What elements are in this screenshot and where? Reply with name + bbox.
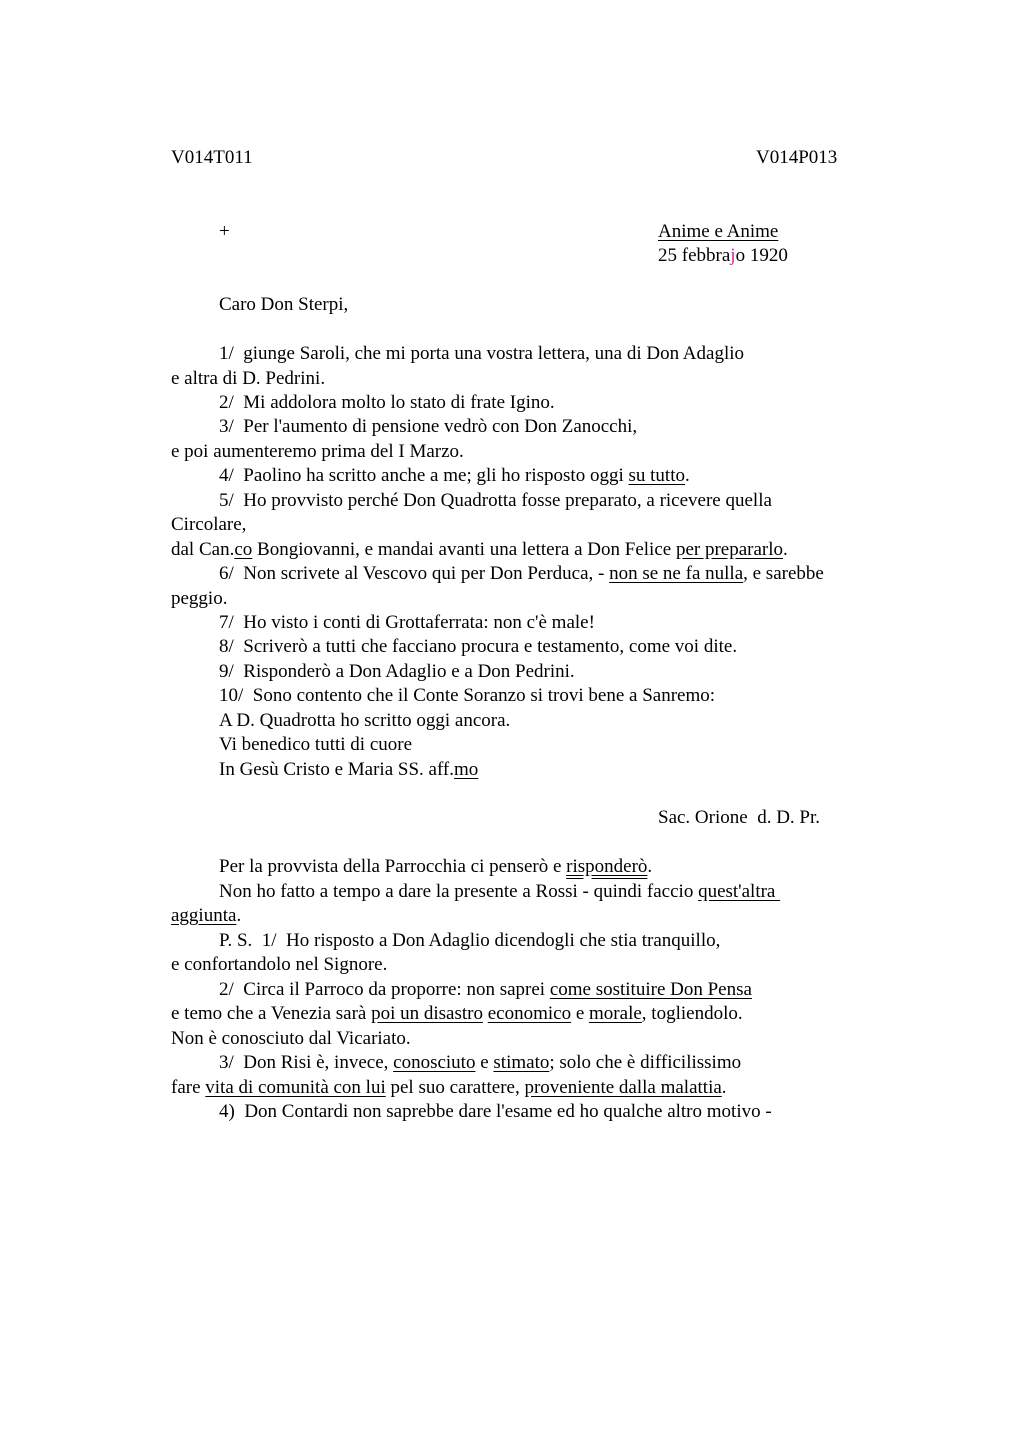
item-5-text-b: Bongiovanni, e mandai avanti una lettera a Don Felice xyxy=(252,539,676,560)
item-3-line-2: e poi aumenteremo prima del I Marzo. xyxy=(171,441,464,462)
ps-aggiunta-end: . xyxy=(236,905,242,926)
item-2: 2/ Mi addolora molto lo stato di frate Igino. xyxy=(219,392,555,413)
ps-2-line-1 xyxy=(219,978,752,1002)
item-5-end: . xyxy=(783,539,788,560)
item-7: 7/ Ho visto i conti di Grottaferrata: non c'è male! xyxy=(219,612,595,633)
closing-text: In Gesù Cristo e Maria SS. aff. xyxy=(219,759,455,780)
ps-2-line-2 xyxy=(171,1002,743,1026)
item-1-line-1: 1/ giunge Saroli, che mi porta una vostra lettera, una di Don Adaglio xyxy=(219,343,745,364)
archive-code-left: V014T011 xyxy=(171,147,253,168)
item-5-line-2: Circolare, xyxy=(171,514,247,535)
line-benedico: Vi benedico tutti di cuore xyxy=(219,734,413,755)
ps-1-line-1: P. S. 1/ Ho risposto a Don Adaglio dicendogli che stia tranquillo, xyxy=(219,930,721,951)
item-4-underlined: su tutto xyxy=(628,465,685,486)
item-5-text-a: dal Can. xyxy=(171,539,235,560)
date-part-1: 25 febbra xyxy=(658,245,731,266)
item-3-line-1: 3/ Per l'aumento di pensione vedrò con Don Zanocchi, xyxy=(219,416,638,437)
date-letter-j: j xyxy=(730,245,736,266)
item-5-line-3 xyxy=(171,538,788,562)
item-6-underlined: non se ne fa nulla xyxy=(609,563,744,584)
ps-3b-text-b: pel suo carattere, xyxy=(385,1077,525,1098)
item-6-text-b: , e sarebbe xyxy=(743,563,824,584)
ps-2b-underlined-morale: morale xyxy=(589,1003,642,1024)
date-part-2: o 1920 xyxy=(735,245,788,266)
ps-3-text-c: ; solo che è difficilissimo xyxy=(549,1052,742,1073)
line-quadrotta: A D. Quadrotta ho scritto oggi ancora. xyxy=(219,710,511,731)
ps-rossi-line-1 xyxy=(219,880,780,904)
ps-2b-text-a: e temo che a Venezia sarà xyxy=(171,1003,372,1024)
ps-3-text-b: e xyxy=(475,1052,494,1073)
item-10: 10/ Sono contento che il Conte Soranzo si trovi bene a Sanremo: xyxy=(219,685,716,706)
ps-3-underlined-conosciuto: conosciuto xyxy=(393,1052,476,1073)
ps-4: 4) Don Contardi non saprebbe dare l'esame ed ho qualche altro motivo - xyxy=(219,1101,772,1122)
item-6-text-a: 6/ Non scrivete al Vescovo qui per Don Perduca, - xyxy=(219,563,610,584)
ps-rossi-text: Non ho fatto a tempo a dare la presente a Rossi - quindi faccio xyxy=(219,881,699,902)
ps-aggiunta-underlined: aggiunta xyxy=(171,905,237,926)
item-4 xyxy=(219,464,690,488)
ps-parrocchia-underlined: risponderò xyxy=(566,856,648,877)
item-4-end: . xyxy=(684,465,690,486)
signature: Sac. Orione d. D. Pr. xyxy=(658,807,821,828)
item-6-line-2: peggio. xyxy=(171,588,228,609)
item-1-line-2: e altra di D. Pedrini. xyxy=(171,368,326,389)
ps-2-underlined: come sostituire Don Pensa xyxy=(549,979,752,1000)
ps-3b-underlined-vita: vita di comunità con lui xyxy=(205,1077,386,1098)
ps-2b-underlined-economico: economico xyxy=(487,1003,572,1024)
ps-2b-text-b: e xyxy=(571,1003,590,1024)
closing-underlined-mo: mo xyxy=(454,759,479,780)
item-5-underlined-prepararlo: per prepararlo xyxy=(675,539,784,560)
ps-3-underlined-stimato: stimato xyxy=(493,1052,550,1073)
ps-2-line-3: Non è conosciuto dal Vicariato. xyxy=(171,1028,411,1049)
ps-3-line-2 xyxy=(171,1076,727,1100)
item-6-line-1 xyxy=(219,562,824,586)
ps-parrocchia-text: Per la provvista della Parrocchia ci penserò e xyxy=(219,856,567,877)
ps-3b-underlined-malattia: proveniente dalla malattia xyxy=(524,1077,722,1098)
ps-parrocchia xyxy=(219,855,652,879)
archive-code-right: V014P013 xyxy=(756,147,838,168)
cross-mark: + xyxy=(219,221,230,242)
ps-3b-text-a: fare xyxy=(171,1077,206,1098)
item-5-line-1: 5/ Ho provvisto perché Don Quadrotta fosse preparato, a ricevere quella xyxy=(219,490,772,511)
ps-parrocchia-end: . xyxy=(647,856,653,877)
ps-3-line-1 xyxy=(219,1051,741,1075)
salutation: Caro Don Sterpi, xyxy=(219,294,349,315)
ps-1-line-2: e confortandolo nel Signore. xyxy=(171,954,388,975)
ps-3b-end: . xyxy=(721,1077,727,1098)
item-4-text: 4/ Paolino ha scritto anche a me; gli ho risposto oggi xyxy=(219,465,629,486)
ps-2b-end: , togliendolo. xyxy=(641,1003,743,1024)
ps-rossi-underlined: quest'altra xyxy=(698,881,781,902)
item-8: 8/ Scriverò a tutti che facciano procura e testamento, come voi dite. xyxy=(219,636,738,657)
ps-2-text: 2/ Circa il Parroco da proporre: non saprei xyxy=(219,979,550,1000)
item-9: 9/ Risponderò a Don Adaglio e a Don Pedrini. xyxy=(219,661,575,682)
closing-line xyxy=(219,758,478,782)
motto: Anime e Anime xyxy=(658,221,779,242)
ps-rossi-line-2 xyxy=(171,904,241,928)
ps-2b-underlined-disastro: poi un disastro xyxy=(371,1003,483,1024)
letter-date xyxy=(658,244,788,268)
item-5-underlined-co: co xyxy=(234,539,253,560)
ps-3-text-a: 3/ Don Risi è, invece, xyxy=(219,1052,394,1073)
